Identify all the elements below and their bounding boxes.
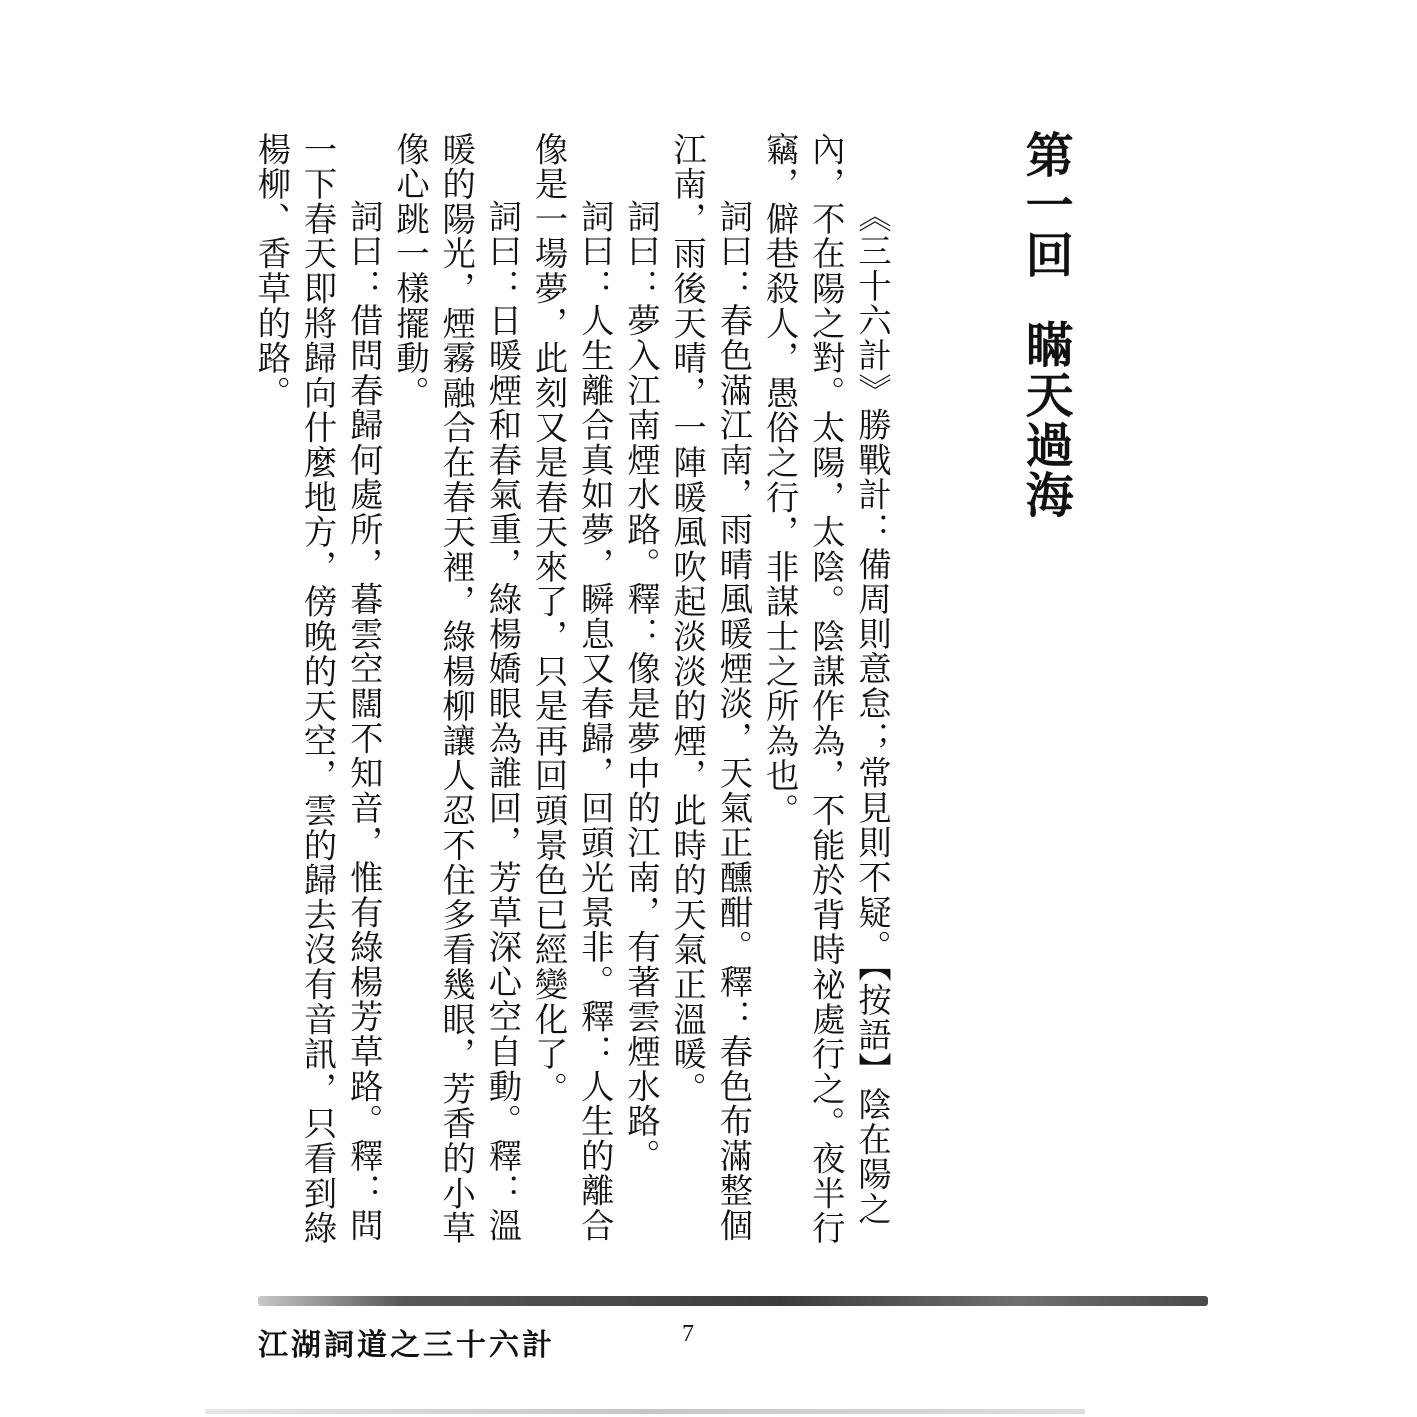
chapter-title bbox=[1017, 130, 1073, 520]
paragraph-poem-4: 詞曰：日暖煙和春氣重，綠楊嬌眼為誰回，芳草深心空自動。釋：溫暖的陽光，煙霧融合在春天裡，綠楊柳讓人忍不住多看幾眼，芳香的小草像心跳一樣擺動。 bbox=[390, 132, 523, 1246]
footer-book-title: 江湖詞道之三十六計 bbox=[258, 1328, 555, 1363]
paragraph-strategy-quote: 《三十六計》勝戰計：備周則意怠；常見則不疑。【按語】陰在陽之內，不在陽之對。太陽，太陰。陰謀作為，不能於背時祕處行之。夜半行竊，僻巷殺人，愚俗之行，非謀士之所為也。 bbox=[760, 132, 892, 1246]
footer-brush-rule bbox=[258, 1296, 1208, 1306]
chapter-name: 瞞天過海 bbox=[1017, 320, 1074, 520]
page-number: 7 bbox=[682, 1321, 694, 1347]
body-text bbox=[252, 132, 895, 1252]
paragraph-poem-5: 詞曰：借問春歸何處所，暮雲空闊不知音，惟有綠楊芳草路。釋：問一下春天即將歸向什麼地方，傍晚的天空，雲的歸去沒有音訊，只看到綠楊柳、香草的路。 bbox=[252, 132, 384, 1246]
paragraph-poem-3: 詞曰：人生離合真如夢，瞬息又春歸，回頭光景非。釋：人生的離合像是一場夢，此刻又是春天來了，只是再回頭景色已經變化了。 bbox=[529, 132, 615, 1243]
paragraph-poem-2: 詞曰：夢入江南煙水路。釋：像是夢中的江南，有著雲煙水路。 bbox=[621, 198, 661, 1173]
footer-bottom-rule bbox=[205, 1409, 1085, 1414]
chapter-number: 第一回 bbox=[1017, 130, 1074, 280]
paragraph-poem-1: 詞曰：春色滿江南，雨晴風暖煙淡，天氣正醺酣。釋：春色布滿整個江南，雨後天晴，一陣暖風吹起淡淡的煙，此時的天氣正溫暖。 bbox=[668, 132, 754, 1243]
